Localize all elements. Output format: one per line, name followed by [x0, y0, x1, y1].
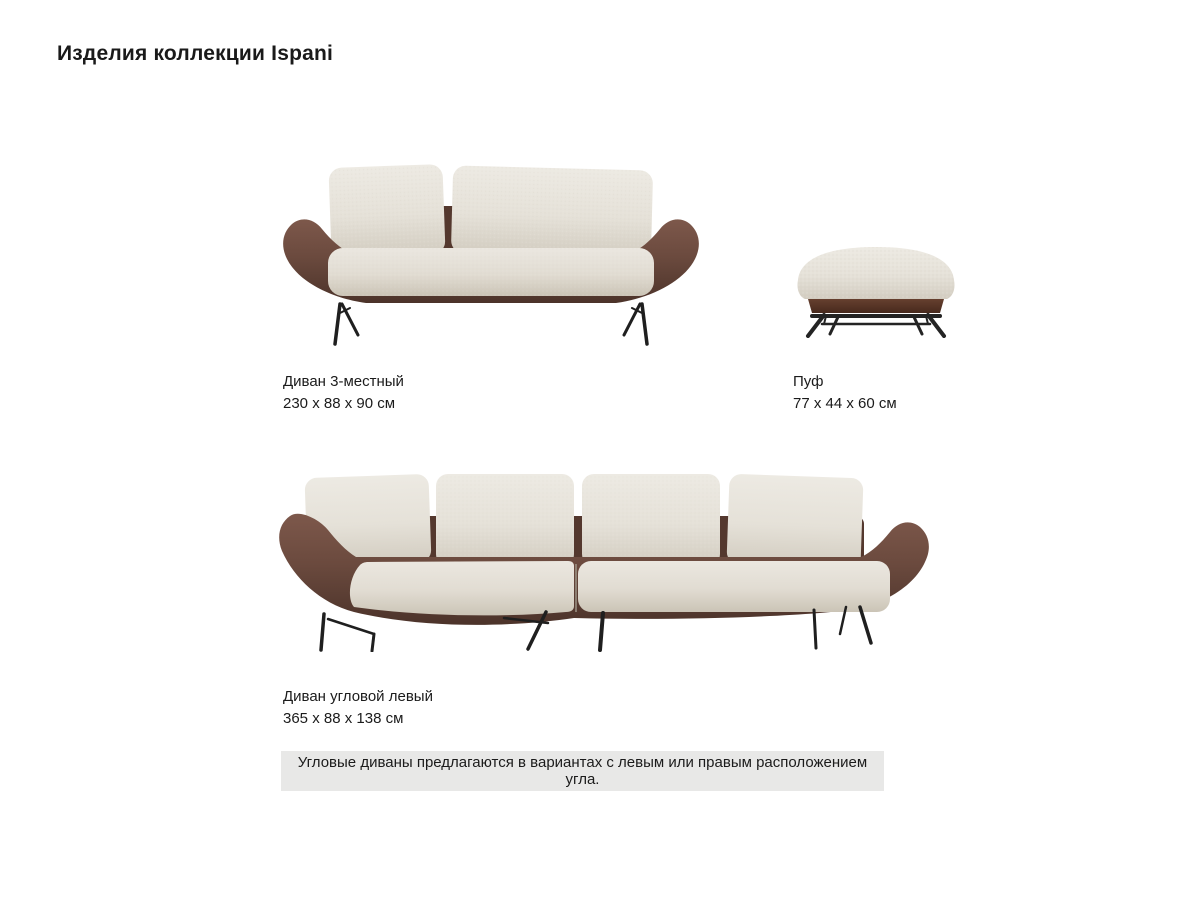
product-caption-sofa-3-seat	[283, 371, 404, 415]
product-figure-sofa-corner-left	[258, 460, 940, 652]
product-name: Диван 3-местный	[283, 373, 404, 390]
product-figure-sofa-3-seat	[280, 148, 702, 348]
product-name: Диван угловой левый	[283, 688, 433, 705]
corner-note-banner	[281, 751, 884, 791]
product-caption-pouf	[793, 371, 897, 415]
product-name: Пуф	[793, 373, 824, 390]
sofa-3-seat-image	[280, 148, 702, 348]
product-caption-sofa-corner-left	[283, 686, 433, 730]
product-dimensions: 365 x 88 x 138 см	[283, 710, 404, 727]
sofa-corner-left-image	[258, 460, 940, 652]
product-dimensions: 77 x 44 x 60 см	[793, 395, 897, 412]
page-title: Изделия коллекции Ispani	[57, 42, 334, 65]
product-dimensions: 230 x 88 x 90 см	[283, 395, 396, 412]
product-figure-pouf	[788, 238, 964, 338]
pouf-image	[788, 238, 964, 338]
corner-note-text: Угловые диваны предлагаются в вариантах с левым или правым расположением угла.	[297, 754, 868, 788]
